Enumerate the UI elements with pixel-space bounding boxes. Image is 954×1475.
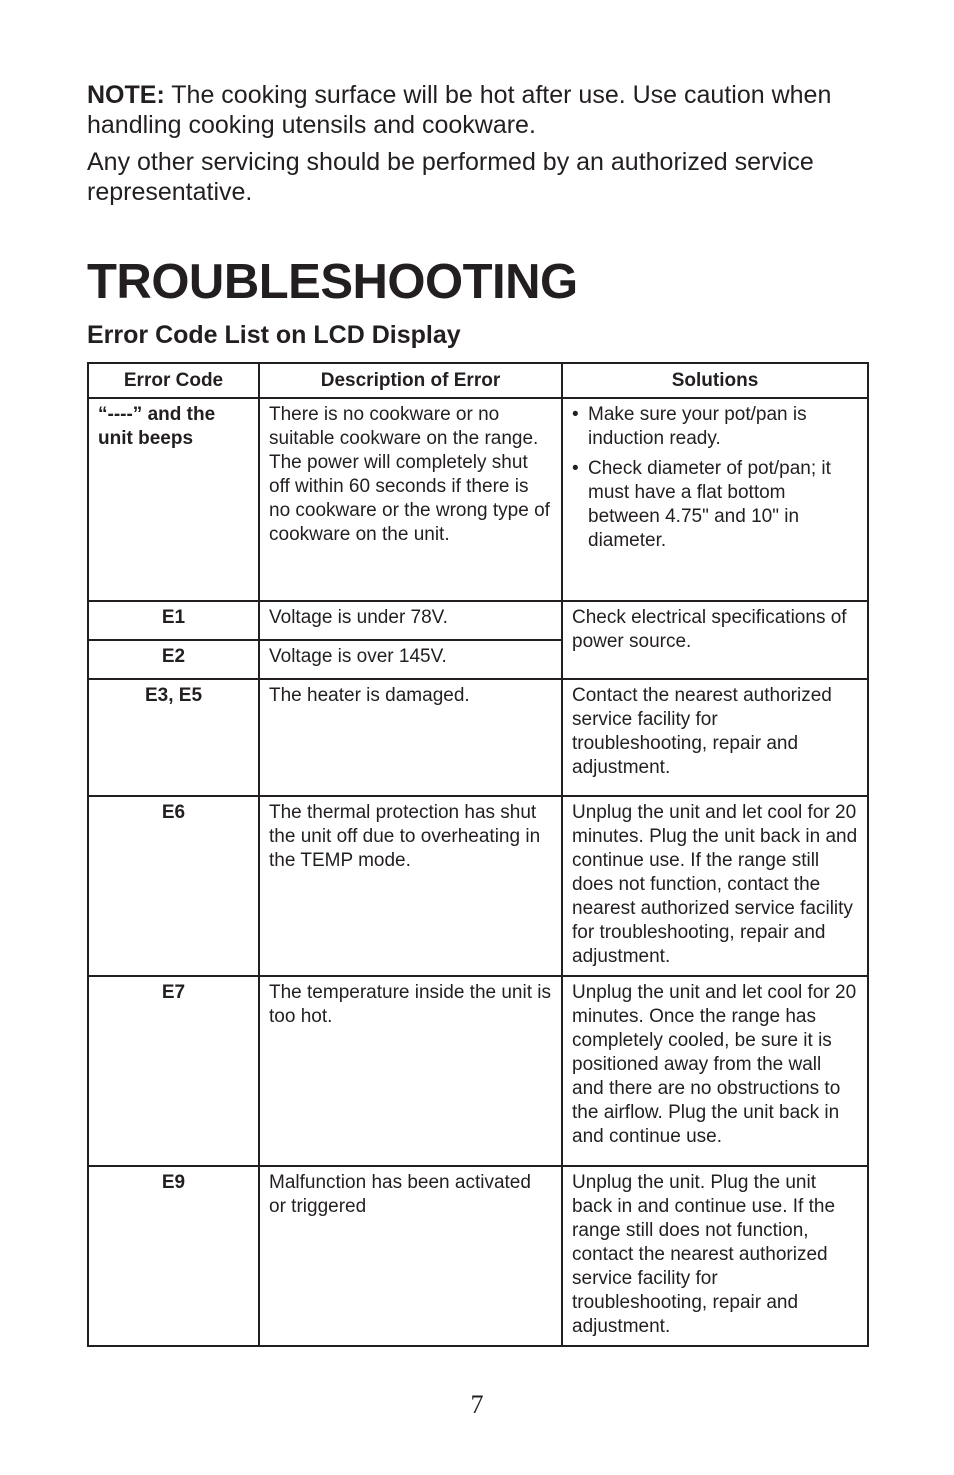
page-title: TROUBLESHOOTING bbox=[87, 255, 578, 309]
error-code-cell: E9 bbox=[88, 1166, 259, 1346]
description-cell: There is no cookware or no suitable cookware on the range. The power will completely shut off within 60 seconds if there is no cookware or the wrong type of cookware on the unit. bbox=[259, 398, 562, 601]
list-item: • Make sure your pot/pan is induction ready. bbox=[572, 403, 858, 451]
solution-cell: Check electrical specifications of power source. bbox=[562, 601, 868, 679]
error-code-cell: E1 bbox=[88, 601, 259, 640]
table-row bbox=[88, 398, 868, 601]
table-row bbox=[88, 679, 868, 796]
caution-note bbox=[87, 80, 867, 140]
error-code-cell: E3, E5 bbox=[88, 679, 259, 796]
description-cell: The temperature inside the unit is too hot. bbox=[259, 976, 562, 1166]
note-label: NOTE: bbox=[87, 81, 165, 109]
table-row bbox=[88, 976, 868, 1166]
error-code-cell: “----” and the unit beeps bbox=[88, 398, 259, 601]
page-body bbox=[87, 80, 867, 350]
table-header-row bbox=[88, 363, 868, 398]
header-error-code: Error Code bbox=[88, 363, 259, 398]
table-row bbox=[88, 796, 868, 976]
description-cell: Voltage is under 78V. bbox=[259, 601, 562, 640]
solution-cell: Unplug the unit and let cool for 20 minutes. Plug the unit back in and continue use. If the range still does not function, contact the nearest authorized service facility for troubleshooting, repair and adjustment. bbox=[562, 796, 868, 976]
error-code-cell: E7 bbox=[88, 976, 259, 1166]
error-code-cell: E2 bbox=[88, 640, 259, 679]
table-row bbox=[88, 601, 868, 640]
solution-list bbox=[572, 403, 858, 553]
description-cell: The heater is damaged. bbox=[259, 679, 562, 796]
header-solutions: Solutions bbox=[562, 363, 868, 398]
description-cell: Voltage is over 145V. bbox=[259, 640, 562, 679]
header-description: Description of Error bbox=[259, 363, 562, 398]
solution-cell: Contact the nearest authorized service facility for troubleshooting, repair and adjustment. bbox=[562, 679, 868, 796]
section-subtitle: Error Code List on LCD Display bbox=[87, 321, 461, 349]
table-row bbox=[88, 1166, 868, 1346]
error-code-cell: E6 bbox=[88, 796, 259, 976]
description-cell: Malfunction has been activated or triggered bbox=[259, 1166, 562, 1346]
solution-cell: Unplug the unit and let cool for 20 minutes. Once the range has completely cooled, be sure it is positioned away from the wall and there are no obstructions to the airflow. Plug the unit back in and continue use. bbox=[562, 976, 868, 1166]
page-number: 7 bbox=[470, 1390, 484, 1419]
solution-cell: Unplug the unit. Plug the unit back in and continue use. If the range still does not function, contact the nearest authorized service facility for troubleshooting, repair and adjustment. bbox=[562, 1166, 868, 1346]
description-cell: The thermal protection has shut the unit off due to overheating in the TEMP mode. bbox=[259, 796, 562, 976]
servicing-note: Any other servicing should be performed by an authorized service representative. bbox=[87, 148, 814, 206]
note-text: The cooking surface will be hot after use. Use caution when handling cooking utensils and cookware. bbox=[87, 81, 832, 139]
solution-cell bbox=[562, 398, 868, 601]
error-code-table bbox=[87, 362, 869, 1347]
list-item: • Check diameter of pot/pan; it must have a flat bottom between 4.75" and 10" in diameter. bbox=[572, 457, 858, 553]
